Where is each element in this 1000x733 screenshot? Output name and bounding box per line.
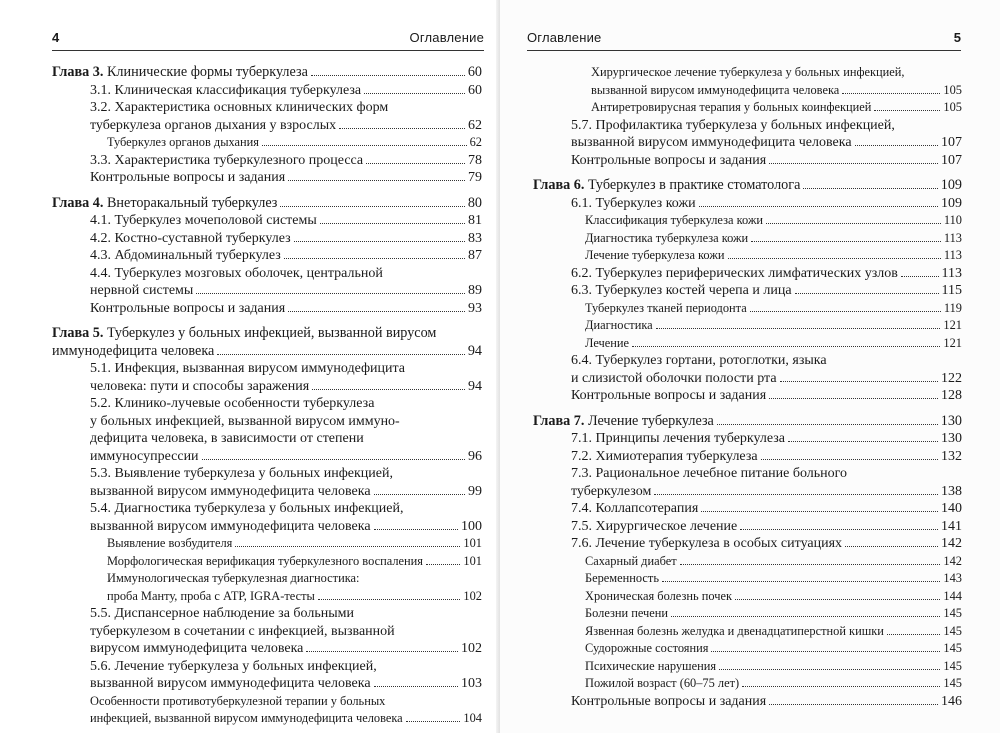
- running-head: [527, 30, 961, 48]
- page-ref: 145: [943, 623, 962, 638]
- entry-title-cont: туберкулезом: [571, 483, 652, 499]
- page-ref: 130: [941, 431, 962, 446]
- page-ref: 104: [463, 711, 482, 725]
- toc-section[interactable]: [533, 117, 962, 152]
- page-ref: 62: [469, 135, 482, 149]
- entry-title: Туберкулез у больных инфекцией, вызванной вирусом: [106, 325, 437, 341]
- toc-section[interactable]: [533, 535, 962, 553]
- toc-control-questions[interactable]: [52, 300, 482, 318]
- page-ref: 105: [943, 100, 962, 114]
- entry-title: 3.3. Характеристика туберкулезного процесса: [90, 152, 364, 168]
- toc-chapter-7[interactable]: [533, 413, 962, 431]
- entry-title: 4.4. Туберкулез мозговых оболочек, центральной: [90, 265, 383, 281]
- toc-subsection[interactable]: [533, 230, 962, 248]
- entry-title: Контрольные вопросы и задания: [90, 170, 286, 185]
- entry-title-cont: вызванной вирусом иммунодефицита человека: [90, 676, 371, 691]
- entry-title: Иммунологическая туберкулезная диагностика:: [107, 571, 360, 585]
- toc-section[interactable]: [52, 82, 482, 100]
- toc-subsection[interactable]: [533, 570, 962, 588]
- entry-title-cont: иммуносупрессии: [90, 448, 199, 464]
- page-ref: 121: [943, 335, 962, 350]
- page-ref: 138: [941, 483, 962, 499]
- toc-subsection[interactable]: [52, 535, 482, 553]
- page-ref: 145: [943, 676, 962, 690]
- entry-title: Беременность: [585, 571, 659, 585]
- page-ref: 109: [941, 195, 962, 211]
- entry-title: Контрольные вопросы и задания: [571, 693, 767, 709]
- page-ref: 87: [468, 248, 482, 263]
- page-ref: 102: [463, 588, 482, 603]
- page-ref: 145: [943, 606, 962, 620]
- toc-subsection[interactable]: [533, 553, 962, 571]
- toc-section[interactable]: [533, 352, 962, 387]
- entry-title: Язвенная болезнь желудка и двенадцатиперстной кишки: [585, 623, 884, 638]
- toc-subsection[interactable]: [52, 693, 482, 728]
- page-ref: 143: [943, 571, 962, 585]
- page-ref: 145: [943, 658, 962, 673]
- page-ref: 105: [943, 82, 962, 97]
- page-ref: 94: [467, 342, 482, 359]
- toc-section[interactable]: [52, 360, 482, 395]
- toc-chapter-5[interactable]: [52, 325, 482, 360]
- entry-title: Лечение: [585, 335, 630, 350]
- entry-title: 6.1. Туберкулез кожи: [571, 195, 696, 211]
- page-ref: 142: [941, 536, 962, 551]
- running-head: [52, 30, 484, 48]
- toc-section[interactable]: [52, 230, 482, 248]
- entry-title-cont: вызванной вирусом иммунодефицита человека: [571, 135, 852, 150]
- page-ref: 94: [468, 378, 482, 394]
- entry-title: Диагностика: [585, 318, 653, 332]
- entry-title-cont: нервной системы: [90, 283, 194, 298]
- entry-title-cont: человека: пути и способы заражения: [90, 378, 310, 394]
- page-ref: 96: [468, 448, 482, 464]
- page-ref: 79: [468, 170, 482, 185]
- toc-control-questions[interactable]: [533, 387, 962, 405]
- page-ref: 78: [468, 152, 482, 168]
- toc-subsection[interactable]: [533, 212, 962, 230]
- header-rule: [527, 50, 961, 51]
- toc-chapter-6[interactable]: [533, 177, 962, 195]
- entry-title: 4.2. Костно-суставной туберкулез: [90, 230, 291, 246]
- entry-title: 7.3. Рациональное лечебное питание больного: [571, 466, 848, 481]
- toc-subsection[interactable]: [533, 675, 962, 693]
- toc-subsection[interactable]: [533, 658, 962, 676]
- page-ref: 107: [941, 135, 962, 150]
- entry-title: 7.1. Принципы лечения туберкулеза: [571, 431, 786, 446]
- page-ref: 110: [943, 213, 962, 227]
- entry-title: Хроническая болезнь почек: [585, 588, 732, 603]
- toc-subsection[interactable]: [533, 300, 962, 318]
- toc-section[interactable]: [52, 500, 482, 535]
- toc-section[interactable]: [52, 658, 482, 693]
- page-ref: 81: [468, 213, 482, 228]
- page-ref: 140: [941, 501, 962, 516]
- toc-subsection[interactable]: [52, 570, 482, 605]
- toc-section[interactable]: [52, 465, 482, 500]
- page-number: 5: [953, 30, 961, 45]
- entry-title-cont: и слизистой оболочки полости рта: [571, 370, 777, 386]
- toc-subsection[interactable]: [533, 335, 962, 353]
- entry-title-cont: иммунодефицита человека: [52, 342, 215, 359]
- entry-title: Туберкулез органов дыхания: [107, 135, 260, 149]
- toc-control-questions[interactable]: [533, 693, 962, 711]
- running-head-title: Оглавление: [527, 30, 602, 45]
- entry-title: Лечение туберкулеза кожи: [585, 248, 725, 262]
- table-of-contents: [533, 64, 962, 710]
- page-ref: 109: [940, 177, 962, 193]
- entry-title: Классификация туберкулеза кожи: [585, 213, 764, 227]
- entry-title: Болезни печени: [585, 606, 669, 620]
- page-ref: 144: [943, 588, 962, 603]
- toc-subsection[interactable]: [533, 99, 962, 117]
- page-ref: 80: [467, 194, 482, 211]
- entry-title: Выявление возбудителя: [107, 536, 233, 550]
- toc-chapter-4[interactable]: [52, 195, 482, 213]
- entry-title: 7.2. Химиотерапия туберкулеза: [571, 448, 758, 464]
- entry-title: Туберкулез тканей периодонта: [585, 300, 747, 315]
- entry-title: 7.6. Лечение туберкулеза в особых ситуациях: [571, 536, 843, 551]
- chapter-label: Глава 6.: [533, 177, 585, 193]
- page-number: 4: [52, 30, 60, 45]
- page-ref: 146: [941, 693, 962, 709]
- entry-title: Клинические формы туберкулеза: [106, 64, 308, 80]
- page-ref: 141: [941, 518, 962, 534]
- entry-title-cont: туберкулеза органов дыхания у взрослых: [90, 117, 337, 133]
- page-ref: 62: [468, 117, 482, 133]
- page-ref: 93: [468, 300, 482, 316]
- entry-title: 6.3. Туберкулез костей черепа и лица: [571, 283, 792, 298]
- entry-title: Туберкулез в практике стоматолога: [587, 177, 801, 193]
- chapter-label: Глава 4.: [52, 194, 104, 211]
- toc-section[interactable]: [533, 282, 962, 300]
- entry-title: Пожилой возраст (60–75 лет): [585, 676, 740, 690]
- toc-section[interactable]: [52, 247, 482, 265]
- chapter-label: Глава 7.: [533, 412, 585, 429]
- page-ref: 99: [468, 483, 482, 499]
- entry-title: 5.5. Диспансерное наблюдение за больными: [90, 606, 354, 621]
- toc-section[interactable]: [52, 265, 482, 300]
- page-ref: 89: [468, 283, 482, 298]
- chapter-label: Глава 5.: [52, 325, 104, 341]
- toc-section[interactable]: [533, 195, 962, 213]
- page-ref: 100: [461, 518, 482, 534]
- entry-title-cont: вирусом иммунодефицита человека: [90, 641, 304, 656]
- page-ref: 101: [463, 536, 482, 550]
- entry-title-cont: туберкулезом в сочетании с инфекцией, вызванной: [90, 623, 395, 639]
- table-of-contents: [52, 64, 482, 728]
- entry-title-cont: дефицита человека, в зависимости от степени: [90, 431, 364, 446]
- toc-subsection[interactable]: [533, 640, 962, 658]
- entry-title-cont: вызванной вирусом иммунодефицита человека: [90, 518, 371, 534]
- toc-subsection[interactable]: [52, 134, 482, 152]
- toc-section[interactable]: [533, 518, 962, 536]
- page-ref: 119: [943, 300, 962, 315]
- entry-title: Контрольные вопросы и задания: [571, 388, 767, 403]
- page-ref: 121: [943, 318, 962, 332]
- toc-section[interactable]: [52, 395, 482, 465]
- page-ref: 113: [941, 265, 962, 281]
- page-ref: 107: [941, 152, 962, 168]
- entry-title-cont: инфекцией, вызванной вирусом иммунодефицита человека: [90, 711, 403, 725]
- toc-section[interactable]: [52, 212, 482, 230]
- toc-subsection[interactable]: [533, 588, 962, 606]
- entry-title: Хирургическое лечение туберкулеза у больных инфекцией,: [591, 65, 905, 79]
- entry-title: 5.7. Профилактика туберкулеза у больных инфекцией,: [571, 117, 895, 133]
- page-ref: 113: [943, 230, 962, 245]
- toc-section[interactable]: [533, 448, 962, 466]
- entry-title-cont: проба Манту, проба с АТР, IGRA-тесты: [107, 588, 315, 603]
- entry-title-cont: у больных инфекцией, вызванной вирусом иммуно-: [90, 413, 400, 429]
- page-ref: 130: [940, 412, 962, 429]
- page-ref: 60: [468, 82, 482, 98]
- entry-title: Внеторакальный туберкулез: [106, 194, 278, 211]
- page-ref: 101: [463, 553, 482, 568]
- entry-title: Сахарный диабет: [585, 553, 677, 568]
- entry-title: 3.1. Клиническая классификация туберкулеза: [90, 82, 362, 98]
- toc-subsection[interactable]: [52, 553, 482, 571]
- entry-title: 6.4. Туберкулез гортани, ротоглотки, языка: [571, 353, 827, 368]
- chapter-label: Глава 3.: [52, 64, 104, 80]
- page-ref: 122: [941, 370, 962, 386]
- page-ref: 103: [461, 676, 482, 691]
- entry-title-cont: вызванной вирусом иммунодефицита человека: [591, 82, 840, 97]
- toc-control-questions[interactable]: [52, 169, 482, 187]
- entry-title: Диагностика туберкулеза кожи: [585, 230, 749, 245]
- entry-title: 5.4. Диагностика туберкулеза у больных инфекцией,: [90, 501, 404, 516]
- page-ref: 83: [468, 230, 482, 246]
- entry-title: Особенности противотуберкулезной терапии у больных: [90, 693, 386, 708]
- entry-title: 6.2. Туберкулез периферических лимфатических узлов: [571, 265, 898, 281]
- toc-control-questions[interactable]: [533, 152, 962, 170]
- entry-title: Судорожные состояния: [585, 641, 709, 655]
- page-ref: 102: [461, 641, 482, 656]
- running-head-title: Оглавление: [409, 30, 484, 45]
- entry-title: Психические нарушения: [585, 658, 717, 673]
- entry-title: 4.1. Туберкулез мочеполовой системы: [90, 213, 317, 228]
- toc-section[interactable]: [52, 152, 482, 170]
- toc-section[interactable]: [533, 430, 962, 448]
- entry-title: Контрольные вопросы и задания: [571, 152, 767, 168]
- entry-title: Лечение туберкулеза: [587, 412, 714, 429]
- toc-section[interactable]: [52, 605, 482, 658]
- toc-subsection[interactable]: [533, 605, 962, 623]
- toc-subsection[interactable]: [533, 317, 962, 335]
- entry-title: 7.5. Хирургическое лечение: [571, 518, 738, 534]
- toc-subsection[interactable]: [533, 623, 962, 641]
- toc-subsection[interactable]: [533, 247, 962, 265]
- header-rule: [52, 50, 484, 51]
- page-ref: 60: [467, 64, 482, 80]
- toc-section[interactable]: [533, 465, 962, 500]
- entry-title-cont: вызванной вирусом иммунодефицита человека: [90, 483, 371, 499]
- entry-title: 4.3. Абдоминальный туберкулез: [90, 248, 281, 263]
- page-ref: 132: [941, 448, 962, 464]
- entry-title: 5.3. Выявление туберкулеза у больных инфекцией,: [90, 466, 393, 481]
- entry-title: Морфологическая верификация туберкулезного воспаления: [107, 553, 423, 568]
- entry-title: 5.6. Лечение туберкулеза у больных инфекцией,: [90, 658, 377, 674]
- toc-section[interactable]: [52, 99, 482, 134]
- toc-section[interactable]: [533, 265, 962, 283]
- page-ref: 115: [941, 283, 962, 298]
- entry-title: 5.1. Инфекция, вызванная вирусом иммунодефицита: [90, 361, 406, 376]
- page-ref: 113: [943, 248, 962, 262]
- toc-section[interactable]: [533, 500, 962, 518]
- toc-subsection[interactable]: [533, 64, 962, 99]
- entry-title: Антиретровирусная терапия у больных коинфекцией: [591, 100, 872, 114]
- entry-title: 3.2. Характеристика основных клинических форм: [90, 100, 389, 115]
- entry-title: 5.2. Клинико-лучевые особенности туберкулеза: [90, 396, 375, 411]
- entry-title: Контрольные вопросы и задания: [90, 300, 286, 316]
- toc-chapter-3[interactable]: [52, 64, 482, 82]
- page-ref: 142: [943, 553, 962, 568]
- page-ref: 128: [941, 388, 962, 403]
- entry-title: 7.4. Коллапсотерапия: [571, 501, 699, 516]
- page-ref: 145: [943, 641, 962, 655]
